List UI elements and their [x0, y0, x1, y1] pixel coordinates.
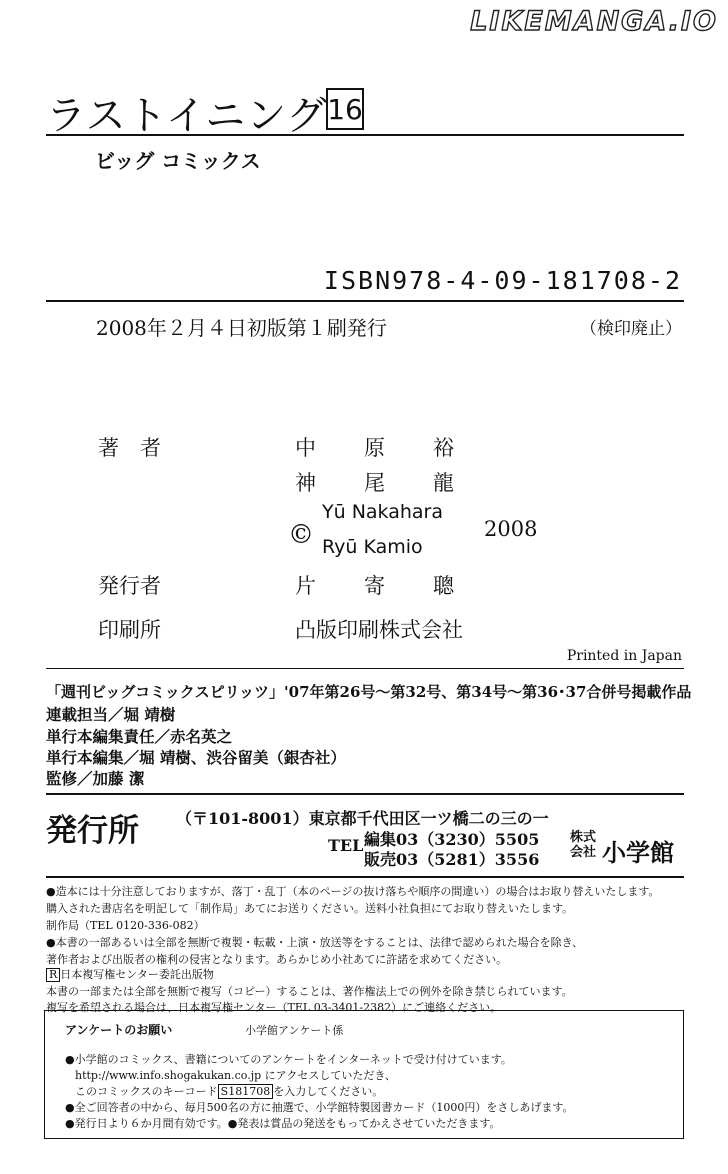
keycode-suffix: を入力してください。 [273, 1085, 384, 1098]
survey-title: アンケートのお願い [65, 1023, 173, 1037]
credit-line: 連載担当／堀 靖樹 [46, 705, 176, 724]
credits-rule [46, 668, 684, 669]
publisher-person: 片寄聰 [295, 574, 502, 598]
copyright-name-1: Yū Nakahara [322, 501, 443, 523]
title-rule [46, 134, 684, 136]
publisher-heading: 発行所 [46, 813, 139, 849]
notice-line: 複写を希望される場合は、日本複写権センター（TEL 03-3401-2382）にご連絡ください。 [46, 1001, 502, 1014]
printed-in-japan: Printed in Japan [566, 648, 682, 664]
stamp-abolished-note: （検印廃止） [580, 319, 682, 339]
copyright-symbol: © [288, 520, 314, 550]
volume-number-box: 16 [326, 88, 364, 130]
notice-line: ●造本には十分注意しておりますが、落丁・乱丁（本のページの抜け落ちや順序の間違い）の場合はお取り替えいたします。 [46, 885, 660, 898]
notices-rule [46, 876, 684, 878]
survey-line: ●小学館のコミックス、書籍についてのアンケートをインターネットで受け付けています。 [65, 1053, 512, 1066]
jrrc-label: 日本複写権センター委託出版物 [60, 968, 214, 981]
publication-date: 2008年２月４日初版第１刷発行 [96, 316, 387, 340]
notice-line: 制作局（TEL 0120-336-082） [46, 919, 205, 932]
publisher-rule [46, 793, 684, 795]
tel-sales: 販売03（5281）3556 [364, 850, 540, 869]
publisher-address: （〒101-8001）東京都千代田区一ツ橋二の三の一 [176, 809, 549, 828]
keycode-box: S181708 [218, 1084, 274, 1099]
credit-line: 単行本編集／堀 靖樹、渋谷留美（銀杏社） [46, 748, 346, 767]
kabushiki-line-1: 株式 [570, 830, 597, 845]
copyright-year: 2008 [484, 517, 538, 541]
survey-line: ●全ご回答者の中から、毎月500名の方に抽選で、小学館特製図書カード（1000円）をさしあげます。 [65, 1101, 574, 1114]
credit-line: 「週刊ビッグコミックスピリッツ」'07年第26号〜第32号、第34号〜第36･37合併号掲載作品 [46, 683, 692, 701]
registered-r-mark: R [46, 968, 60, 982]
kabushiki-kaisha-mark [570, 830, 596, 860]
notice-line-jrrc [46, 966, 214, 982]
survey-keycode-line [75, 1083, 383, 1099]
notice-line: 著作者および出版者の権利の侵害となります。あらかじめ小社あてに許諾を求めてください。 [46, 953, 508, 966]
site-watermark: LIKEMANGA.IO [470, 6, 718, 37]
publisher-person-label: 発行者 [98, 574, 161, 598]
copyright-name-2: Ryū Kamio [322, 536, 423, 558]
tel-label: TEL [328, 836, 364, 855]
isbn: ISBN978-4-09-181708-2 [323, 266, 682, 295]
author-2: 神尾龍 [295, 471, 502, 495]
book-title: ラストイニング [46, 93, 328, 139]
notice-line: 本書の一部または全部を無断で複写（コピー）することは、著作権法上での例外を除き禁じられています。 [46, 985, 573, 998]
isbn-rule [46, 300, 684, 302]
author-label: 著 者 [98, 436, 161, 460]
kabushiki-line-2: 会社 [570, 845, 597, 860]
notice-line: ●本書の一部あるいは全部を無断で複製・転載・上演・放送等をすることは、法律で認められた場合を除き、 [46, 936, 584, 949]
tel-editorial: 編集03（3230）5505 [364, 830, 540, 849]
survey-line: ●発行日より６か月間有効です。●発表は賞品の発送をもってかえさせていただきます。 [65, 1117, 501, 1130]
printer-name: 凸版印刷株式会社 [295, 618, 463, 642]
publisher-name: 小学館 [602, 838, 674, 867]
printer-label: 印刷所 [98, 618, 161, 642]
credit-line: 監修／加藤 潔 [46, 769, 145, 788]
survey-dept: 小学館アンケート係 [245, 1024, 344, 1037]
notice-line: 購入された書店名を明記して「制作局」あてにお送りください。送料小社負担にてお取り替えいたします。 [46, 902, 574, 915]
keycode-prefix: このコミックスのキーコード [75, 1085, 218, 1098]
author-1: 中原裕 [295, 436, 502, 460]
credit-line: 単行本編集責任／赤名英之 [46, 727, 233, 746]
survey-url-line: http://www.info.shogakukan.co.jp にアクセスしていただき、 [75, 1069, 396, 1082]
survey-box [44, 1010, 684, 1139]
series-label: ビッグ コミックス [95, 149, 261, 173]
